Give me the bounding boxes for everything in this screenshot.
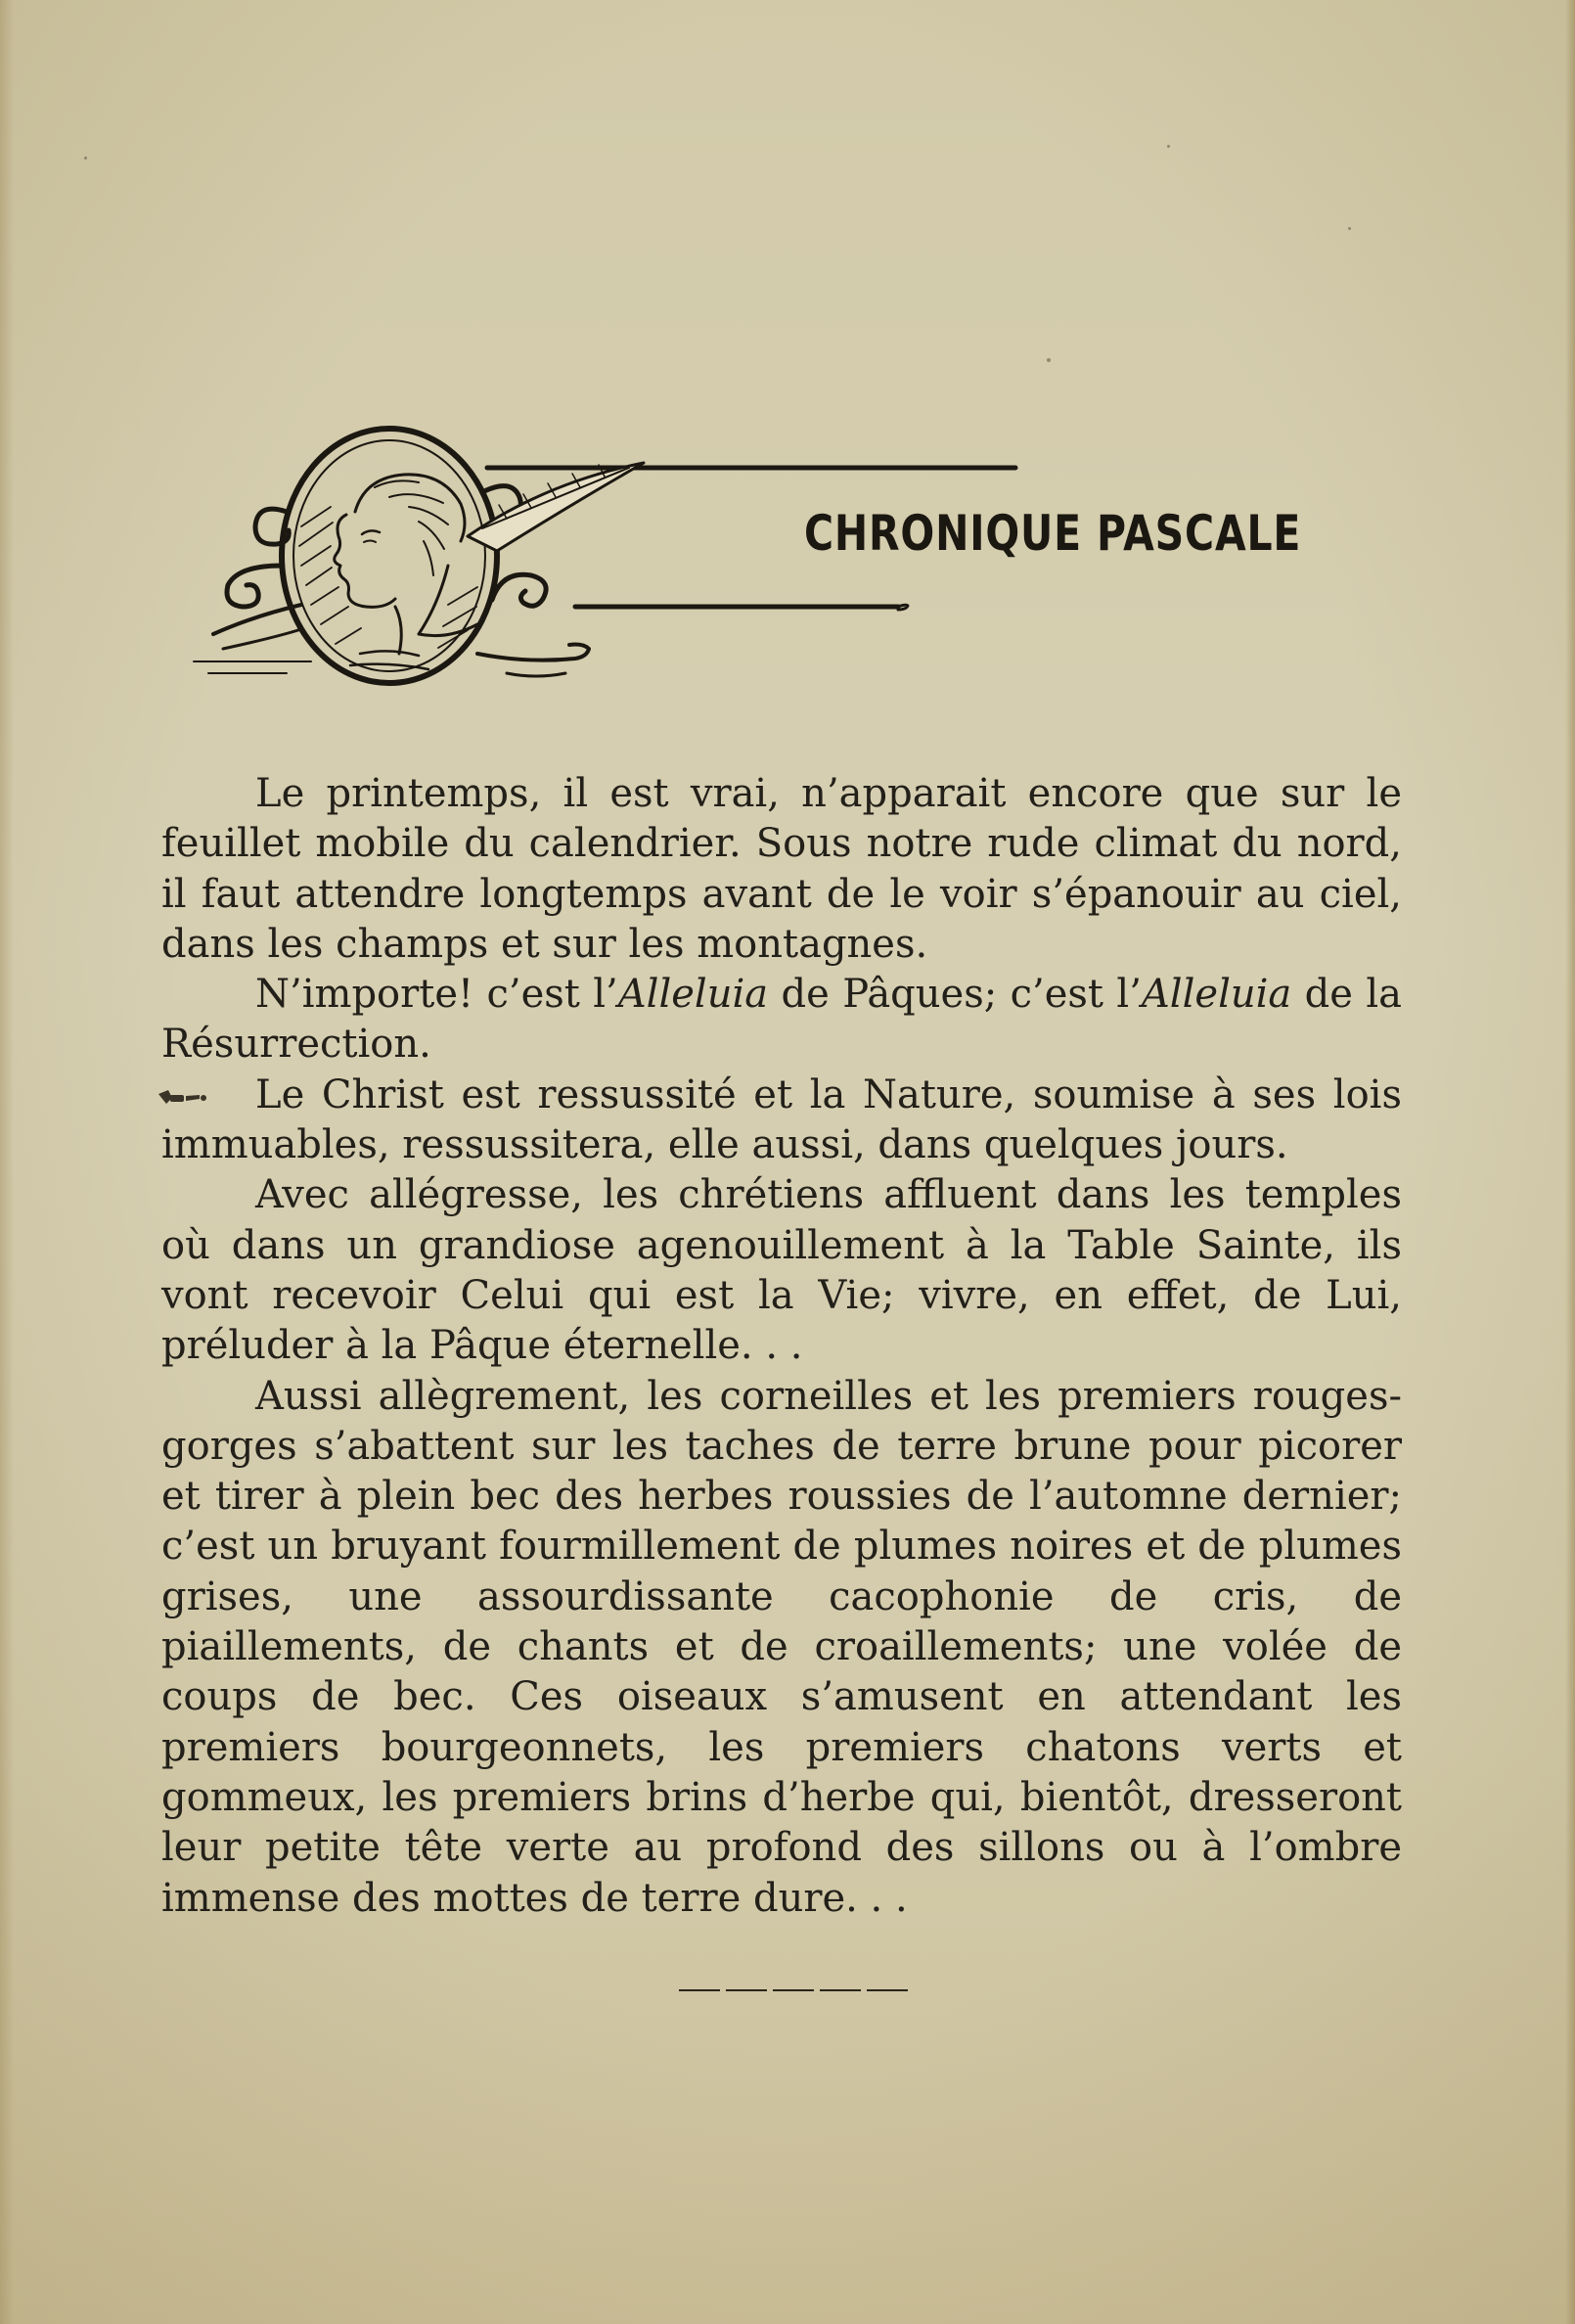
text-run: Le printemps, il est vrai, n’apparait encore que sur le feuillet mobile du calendrier. Sous notre rude climat du nord, il faut attendre longtemps avant de le voir s’épanouir au ciel, dans les champs et sur les montagnes. xyxy=(161,771,1402,967)
page-left-shadow xyxy=(0,0,14,2324)
paper-speck xyxy=(1047,358,1051,362)
paragraph xyxy=(161,1372,1402,1924)
chapter-title: CHRONIQUE PASCALE xyxy=(804,505,1302,562)
article-body xyxy=(161,769,1402,1924)
paper-speck xyxy=(1348,227,1351,230)
text-run: N’importe! c’est l’ xyxy=(255,972,618,1018)
text-run: de Pâques; c’est l’ xyxy=(768,972,1142,1018)
paragraph xyxy=(161,1170,1402,1371)
closing-rule xyxy=(679,1989,912,1991)
paper-speck xyxy=(1167,145,1170,148)
text-run: Avec allégresse, les chrétiens affluent dans les temples où dans un grandiose agenouillement à la Table Sainte, ils vont recevoir Celui qui est la Vie; vivre, en effet, de Lui, préluder à la Pâque éternelle. . . xyxy=(161,1172,1402,1369)
paragraph xyxy=(161,1071,1402,1171)
page-right-shadow xyxy=(1565,0,1575,2324)
italic-text: Alleluia xyxy=(617,972,769,1018)
paragraph xyxy=(161,970,1402,1071)
text-run: de la Résurrection. xyxy=(161,972,1402,1068)
paper-speck xyxy=(84,157,87,159)
text-run: Aussi allègrement, les corneilles et les premiers rouges-gorges s’abattent sur les taches de terre brune pour picorer et tirer à plein bec des herbes roussies de l’automne dernier; c’est un bruyant fourmillement de plumes noires et de plumes grises, une assourdissante cacophonie de cris, de piaillements, de chants et de croaillements; une volée de coups de bec. Ces oiseaux s’amusent en attendant les premiers bourgeonnets, les premiers chatons verts et gommeux, les premiers brins d’herbe qui, bientôt, dresseront leur petite tête verte au profond des sillons ou à l’ombre immense des mottes de terre dure. . . xyxy=(161,1373,1402,1921)
paragraph xyxy=(161,769,1402,970)
text-run: Le Christ est ressussité et la Nature, soumise à ses lois immuables, ressussitera, elle aussi, dans quelques jours. xyxy=(161,1071,1402,1168)
italic-text: Alleluia xyxy=(1141,972,1292,1018)
